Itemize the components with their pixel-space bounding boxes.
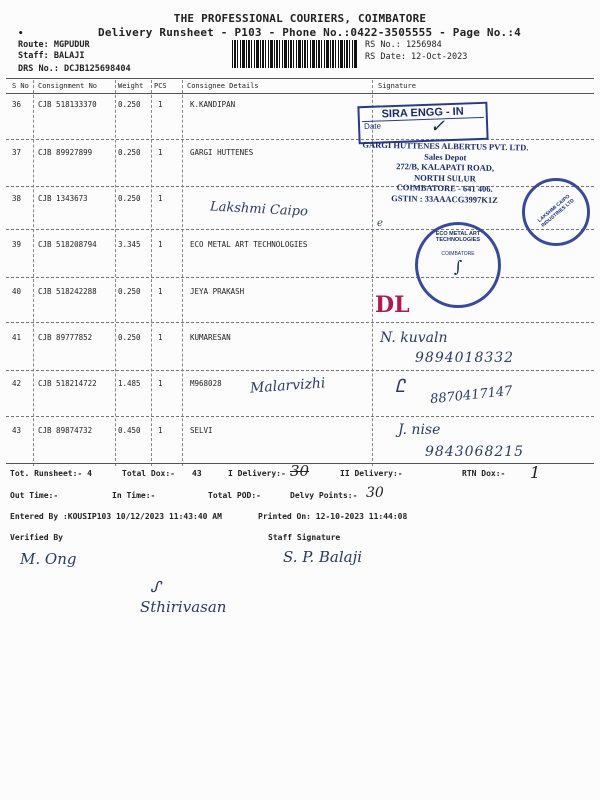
out-time: Out Time:- [10,491,59,500]
col-pcs: PCS [154,82,167,90]
cell-sno: 43 [12,426,22,435]
row-separator [6,139,594,140]
col-consignment: Consignment No [38,82,98,90]
cell-consignee: KUMARESAN [190,333,231,342]
cell-consignee: K.KANDIPAN [190,100,236,109]
cell-sno: 37 [12,148,22,157]
sira-stamp-date: Date [363,121,382,132]
gargi-stamp-line: GSTIN : 33AAACG3997K1Z [391,192,498,205]
sira-signature-mark: ✓ [430,116,446,137]
col-sno: S No [12,82,29,90]
lakshmi-seal [522,178,590,246]
company-title: THE PROFESSIONAL COURIERS, COIMBATORE [173,12,427,25]
cell-sno: 36 [12,100,22,109]
printed-on: Printed On: 12-10-2023 11:44:08 [258,512,408,521]
gargi-stamp-line: NORTH SULUR [413,171,476,184]
cell-weight: 0.250 [118,194,141,203]
verified-by-signature: M. Ong [20,550,77,568]
cell-sno: 41 [12,333,22,342]
cell-pcs: 1 [158,240,163,249]
gargi-stamp-line: 272/B, KALAPATI ROAD, [396,161,495,173]
handwritten-signature: J. nise [398,422,441,438]
runsheet-title: Delivery Runsheet - P103 - Phone No.:0422-3505555 - Page No.:4 [98,26,521,39]
row-separator [6,370,594,371]
cell-consignment: CJB 1343673 [38,194,88,203]
col-consignee: Consignee Details [187,82,259,90]
cell-pcs: 1 [158,379,163,388]
row-separator [6,322,594,323]
row-separator [6,416,594,417]
sira-stamp-text: SIRA ENGG - IN [381,105,464,121]
handwritten-phone: 8870417147 [429,383,514,408]
verified-by-label: Verified By [10,533,63,542]
col-divider [33,80,34,466]
table-top-border [6,78,594,79]
lakshmi-seal-text: LAKSHMI CAIPO INDUSTRIES LTD [536,193,576,229]
col-divider [182,80,183,466]
cell-weight: 1.485 [118,379,141,388]
ii-delivery-label: II Delivery:- [340,469,403,478]
delvy-points-value: 30 [366,485,384,501]
handwritten-phone: 9894018332 [415,350,515,366]
handwritten-mark: e [377,218,383,229]
bottom-signature-mark: ᔑ [150,578,161,596]
col-weight: Weight [118,82,144,90]
barcode [232,40,357,68]
rs-date: RS Date: 12-Oct-2023 [365,52,468,62]
cell-consignee: M968028 [190,379,222,388]
handwritten-phone: 9843068215 [425,444,525,460]
handwritten-signature: Ꮭ [395,376,406,397]
cell-sno: 39 [12,240,22,249]
cell-weight: 3.345 [118,240,141,249]
cell-pcs: 1 [158,100,163,109]
cell-pcs: 1 [158,333,163,342]
cell-consignee: JEYA PRAKASH [190,287,245,296]
cell-weight: 0.250 [118,148,141,157]
gargi-stamp-line: GARGI HUTTENES ALBERTUS PVT. LTD. [362,139,529,153]
handwritten-name: Malarvizhi [249,375,326,397]
cell-sno: 40 [12,287,22,296]
total-dox-label: Total Dox:- [122,469,175,478]
handwritten-signature: N. kuvaln [380,330,448,346]
cell-consignee: SELVI [190,426,213,435]
cell-consignment: CJB 89874732 [38,426,93,435]
cell-sno: 38 [12,194,22,203]
gargi-stamp [344,139,545,205]
route-label: Route: MGPUDUR [18,40,90,50]
eco-seal-outer-text: ECO METAL ART TECHNOLOGIES [435,231,481,243]
cell-consignee: ECO METAL ART TECHNOLOGIES [190,240,308,249]
staff-signature: S. P. Balaji [283,548,363,566]
total-dox-value: 43 [192,469,202,478]
table-header-border [6,93,594,94]
col-divider [151,80,152,466]
eco-seal-signature: ∫ [453,257,463,276]
cell-weight: 0.250 [118,333,141,342]
staff-label: Staff: BALAJI [18,51,85,61]
dl-mark: DL [375,292,410,318]
cell-weight: 0.250 [118,100,141,109]
cell-consignment: CJB 518242288 [38,287,97,296]
handwritten-name: Lakshmi Caipo [209,199,309,220]
delvy-points-label: Delvy Points:- [290,491,358,500]
cell-sno: 42 [12,379,22,388]
tot-runsheet: Tot. Runsheet:- 4 [10,469,92,478]
cell-pcs: 1 [158,194,163,203]
row-separator [6,277,594,278]
drs-label: DRS No.: DCJB125698404 [18,64,131,74]
cell-weight: 0.450 [118,426,141,435]
i-delivery-label: I Delivery:- [228,469,286,478]
cell-pcs: 1 [158,426,163,435]
rs-no: RS No.: 1256984 [365,40,442,50]
staff-signature-label: Staff Signature [268,533,341,542]
i-delivery-value: 30 [290,462,310,480]
in-time: In Time:- [112,491,156,500]
gargi-stamp-line: COIMBATORE - 641 406. [396,182,493,194]
cell-weight: 0.250 [118,287,141,296]
col-signature: Signature [378,82,416,90]
cell-consignee: GARGI HUTTENES [190,148,254,157]
cell-consignment: CJB 518133370 [38,100,97,109]
cell-pcs: 1 [158,287,163,296]
rtn-dox-value: 1 [530,463,541,482]
bottom-signature: Sthirivasan [140,598,227,616]
rtn-dox-label: RTN Dox:- [462,469,506,478]
row-separator [6,229,594,230]
eco-seal-city: COIMBATORE [441,251,475,257]
entered-by: Entered By :KOUSIP103 10/12/2023 11:43:40 AM [10,512,222,521]
left-mark: • [18,29,24,39]
cell-consignment: CJB 518208794 [38,240,97,249]
eco-seal [415,222,501,308]
cell-consignment: CJB 518214722 [38,379,97,388]
sira-stamp [357,102,488,145]
col-divider [115,80,116,466]
cell-consignment: CJB 89777852 [38,333,93,342]
cell-pcs: 1 [158,148,163,157]
total-pod: Total POD:- [208,491,261,500]
cell-consignment: CJB 89927899 [38,148,93,157]
gargi-stamp-line: Sales Depot [424,151,467,162]
